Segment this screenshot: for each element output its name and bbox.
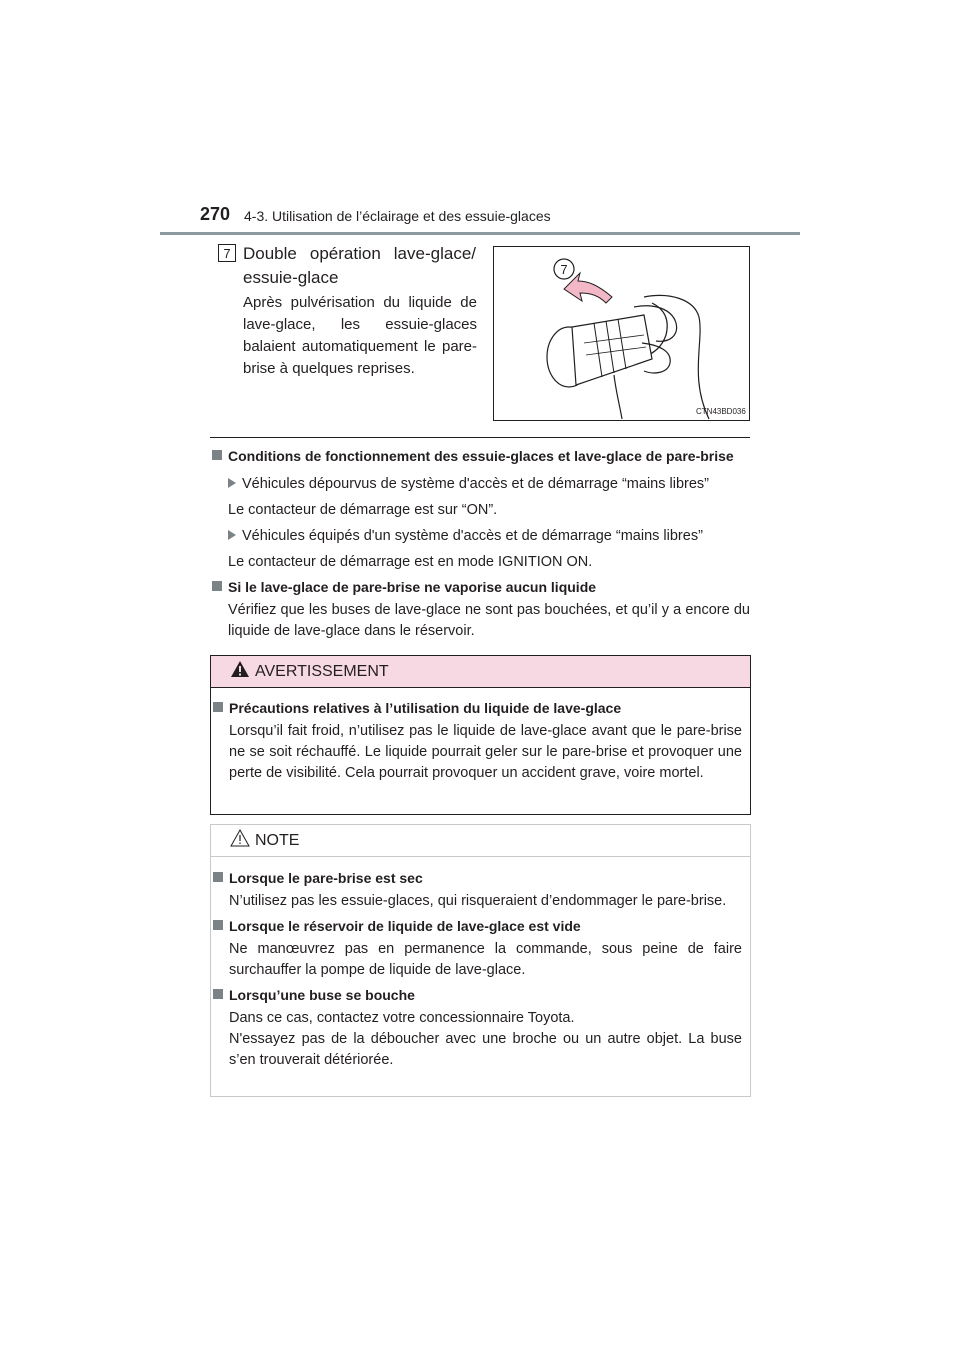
no-liquid-heading (212, 577, 750, 598)
note-label: NOTE (255, 832, 300, 849)
step-description: Après pulvérisation du liquide de lave-glace, les essuie-glaces balaient automatiquement le pare-brise à quelques reprises. (243, 294, 477, 377)
step-marker: 7 (218, 244, 236, 262)
square-bullet-icon (213, 872, 223, 882)
note-item1-heading-text: Lorsque le pare-brise est sec (229, 870, 423, 886)
section-title: 4-3. Utilisation de l’éclairage et des essuie-glaces (244, 208, 551, 224)
warning-label: AVERTISSEMENT (255, 663, 389, 680)
conditions-heading (212, 446, 750, 467)
note-item1-heading (213, 868, 742, 889)
note-item2-text: Ne manœuvrez pas en permanence la commande, sous peine de faire surchauffer la pompe de liquide de lave-glace. (229, 941, 742, 978)
wiper-lever-drawing (494, 247, 749, 420)
square-bullet-icon (213, 920, 223, 930)
note-item1-text: N’utilisez pas les essuie-glaces, qui risqueraient d’endommager le pare-brise. (229, 893, 727, 909)
no-liquid-text: Vérifiez que les buses de lave-glace ne sont pas bouchées, et qu’il y a encore du liquide de lave-glace dans le réservoir. (228, 602, 750, 639)
warning-box (210, 655, 751, 815)
warning-band (211, 656, 750, 688)
page-number: 270 (200, 204, 231, 224)
note-item3-text2: N'essayez pas de la déboucher avec une broche ou un autre objet. La buse s’en trouverait détériorée. (229, 1031, 742, 1068)
conditions-section (212, 446, 750, 642)
conditions-text2: Le contacteur de démarrage est en mode IGNITION ON. (228, 554, 593, 570)
warning-triangle-icon (230, 660, 250, 678)
conditions-heading-text: Conditions de fonctionnement des essuie-glaces et lave-glace de pare-brise (228, 448, 734, 464)
warning-heading (213, 698, 742, 719)
note-band (211, 825, 750, 857)
note-box (210, 824, 751, 1097)
note-triangle-icon (230, 829, 250, 847)
conditions-variant2 (212, 526, 750, 547)
arrow-bullet-icon (228, 530, 236, 540)
warning-heading-text: Précautions relatives à l’utilisation du liquide de lave-glace (229, 700, 622, 716)
header-rule (160, 232, 800, 235)
variant2-text: Véhicules équipés d'un système d'accès et de démarrage “mains libres” (242, 528, 703, 544)
conditions-variant1 (212, 474, 750, 495)
wiper-lever-illustration (493, 246, 750, 421)
step-title-line2: essuie-glace (243, 268, 339, 287)
square-bullet-icon (212, 581, 222, 591)
section-divider (210, 437, 750, 438)
note-item2-heading-text: Lorsque le réservoir de liquide de lave-glace est vide (229, 918, 581, 934)
square-bullet-icon (213, 989, 223, 999)
square-bullet-icon (212, 450, 222, 460)
variant1-text: Véhicules dépourvus de système d'accès et de démarrage “mains libres” (242, 476, 709, 492)
step-title-line1: Double opération lave-glace/ (243, 244, 476, 263)
note-item3-text1: Dans ce cas, contactez votre concessionnaire Toyota. (229, 1010, 575, 1026)
figure-callout: 7 (560, 262, 568, 277)
arrow-bullet-icon (228, 478, 236, 488)
warning-text: Lorsqu’il fait froid, n’utilisez pas le liquide de lave-glace avant que le pare-brise ne se soit réchauffé. Le liquide pourrait geler sur le pare-brise et provoquer une perte de visibilité. Cela pourrait provoquer un accident grave, voire mortel. (229, 723, 742, 781)
figure-code: CTN43BD036 (696, 407, 746, 416)
note-item2-heading (213, 916, 742, 937)
note-item3-heading (213, 985, 742, 1006)
square-bullet-icon (213, 702, 223, 712)
conditions-text1: Le contacteur de démarrage est sur “ON”. (228, 502, 498, 518)
no-liquid-heading-text: Si le lave-glace de pare-brise ne vaporise aucun liquide (228, 579, 597, 595)
note-item3-heading-text: Lorsqu’une buse se bouche (229, 987, 415, 1003)
